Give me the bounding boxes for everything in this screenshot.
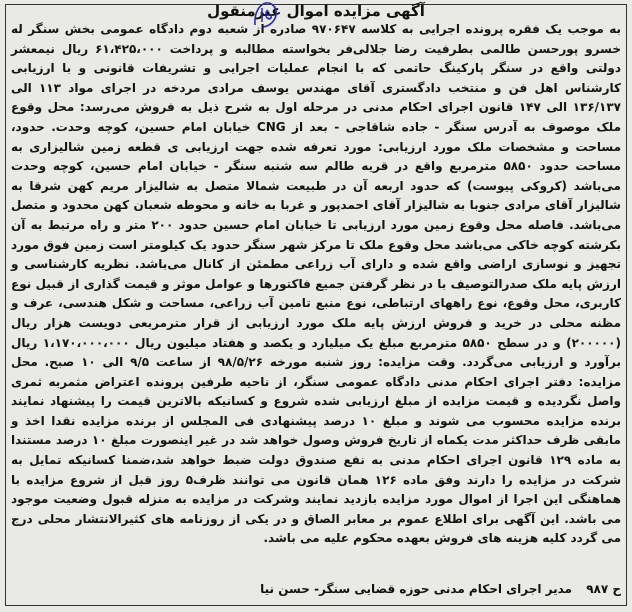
notice-title: آگهی مزایده اموال غیرمنقول <box>207 2 425 20</box>
notice-footer <box>11 582 621 596</box>
notice-paragraph: به موجب یک فقره پرونده اجرایی به کلاسه ۹۷۰۶۴۷ صادره از شعبه دوم دادگاه عمومی بخش سنگر له خسرو پورحسن طالمی بطرفیت رضا جلالی‌فر بخواسته مطالبه و پرداخت ۶۱،۴۲۵،۰۰۰ ریال نیمعشر دولتی واقع در سنگر پارکینگ حاتمی که با انجام عملیات اجرایی و تشریفات قانونی و با ارزیابی کارشناس اهل فن و منتخب دادگستری آقای مهندس یوسف مرادی مردخه در اجرای مواد ۱۱۳ الی ۱۳۶/۱۳۷ الی ۱۴۷ قانون اجرای احکام مدنی در مرحله اول به شرح ذیل به فروش می‌رسد: محل وقوع ملک موصوف به آدرس سنگر - جاده شاقاجی - بعد از CNG خیابان امام حسین، کوچه وحدت. حدود، مساحت و مشخصات ملک مورد ارزیابی: مورد تعرفه شده جهت ارزیابی ی قطعه زمین شالیزاری به مساحت حدود ۵۸۵۰ مترمربع واقع در قریه طالم سه شنبه سنگر - خیابان امام حسین، کوچه وحدت می‌باشد (کروکی پیوست) که حدود اربعه آن در طبیعت شمالا متصل به شالیزار مریم کهن شرقا به شالیزار آقای مرادی جنوبا به شالیزار آقای احمدپور و غربا به خانه و محوطه شعبان کهن محدود و متصل می‌باشد. فاصله محل وقوع زمین مورد ارزیابی تا خیابان امام حسین حدود ۲۰۰ متر و راه مرتبط به آن بکرشته کوچه خاکی می‌باشد محل وقوع ملک تا مرکز شهر سنگر حدود یک کیلومتر است زمین فوق مورد تجهیز و نوسازی اراضی واقع شده و دارای آب زراعی مطمئن از کانال می‌باشد. نظریه کارشناسی و ارزش پایه ملک صدرالتوصیف با در نظر گرفتن جمیع فاکتورها و عوامل موثر و قیمت گذاری از قبیل نوع کاربری، محل وقوع، نوع راههای ارتباطی، نوع منبع تامین آب زراعی، مساحت و شکل هندسی، عرف و مظنه محلی در خرید و فروش ارزش پایه ملک مورد ارزیابی از قرار مترمربعی دویست هزار ریال (۲۰۰۰۰۰) و در سطح ۵۸۵۰ مترمربع مبلغ یک میلیارد و یکصد و هفتاد میلیون ریال ۱،۱۷۰،۰۰۰،۰۰۰ ریال برآورد و ارزیابی می‌گردد. وقت مزایده: روز شنبه مورخه ۹۸/۵/۲۶ از ساعت ۹/۵ الی ۱۰ صبح. محل مزایده: دفتر اجرای احکام مدنی دادگاه عمومی سنگر، از ناحیه طرفین پرونده اعتراض مثمربه ثمری واصل نگردیده و قیمت مزایده از مبلغ ارزیابی شده شروع و کسانیکه بالاترین قیمت را پیشنهاد نمایند برنده مزایده محسوب می شوند و مبلغ ۱۰ درصد پیشنهادی فی المجلس از برنده مزایده نقدا اخذ و مابقی ظرف حداکثر مدت یکماه از تاریخ فروش وصول خواهد شد در غیر اینصورت مبلغ ۱۰ درصد مستندا به ماده ۱۲۹ قانون اجرای احکام مدنی به نفع صندوق دولت ضبط خواهد شد،ضمنا کسانیکه تمایل به شرکت در مزایده را دارند وفق ماده ۱۲۶ همان قانون می توانند ظرف۵ روز قبل از شروع مزایده با هماهنگی این اجرا از اموال مورد مزایده بازدید نمایند وشرکت در مزایده به منزله قبول وضعیت موجود می باشد. این آگهی برای اطلاع عموم بر معابر الصاق و در یکی از روزنامه های کثیرالانتشار محلی درج می گردد کلیه هزینه های فروش بعهده محکوم علیه می باشد. <box>11 22 622 546</box>
notice-body <box>11 20 621 549</box>
footer-signature: مدیر اجرای احکام مدنی حوزه قضایی سنگر- حسن نیا <box>260 582 572 596</box>
footer-reference: ح ۹۸۷ <box>586 582 621 596</box>
